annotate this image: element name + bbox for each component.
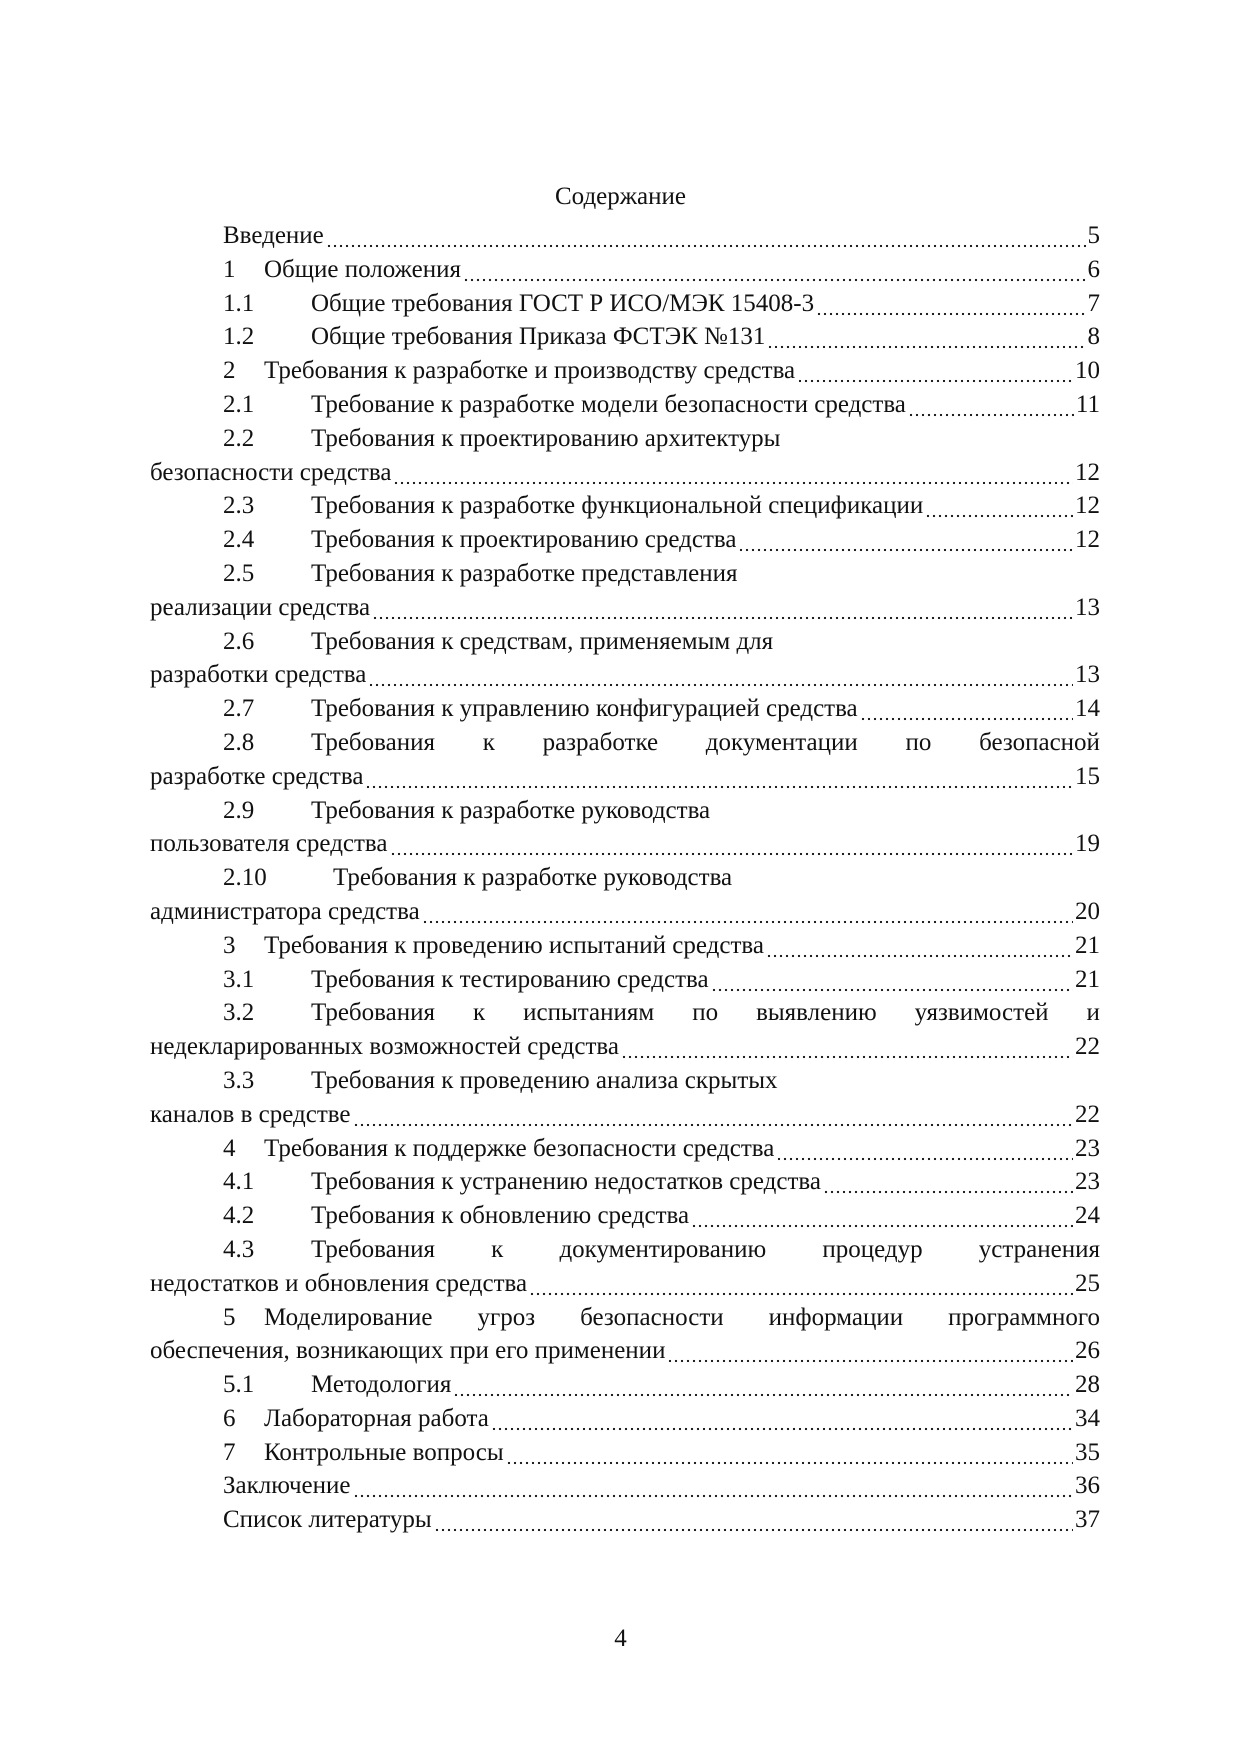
toc-entry-number: 2.10 (223, 864, 267, 892)
toc-entry-page: 26 (1075, 1337, 1100, 1365)
toc-entry-title: Требования к устранению недостатков средства (311, 1168, 821, 1196)
leader-dots (372, 591, 1073, 625)
toc-entry-title-cont: реализации средства (150, 593, 371, 621)
toc-entry-title: Требования к проведению испытаний средства (264, 931, 764, 959)
toc-entry-page: 28 (1075, 1371, 1100, 1399)
toc-entry-title-cont: недостатков и обновления средства (150, 1269, 528, 1297)
leader-dots (491, 1402, 1073, 1436)
toc-entry[interactable] (150, 963, 1100, 997)
toc-entry-title-cont: пользователя средства (150, 830, 388, 858)
toc-entry-page: 5 (1087, 222, 1100, 249)
toc-entry-number: 6 (223, 1404, 236, 1432)
toc-entry-title-cont: безопасности средства (150, 458, 392, 486)
toc-entry-page: 37 (1075, 1506, 1100, 1534)
toc-entry-title: Заключение (223, 1472, 351, 1500)
toc-entry-page: 35 (1075, 1438, 1100, 1466)
toc-entry[interactable] (150, 794, 1100, 828)
toc-entry-number: 2 (223, 357, 236, 385)
toc-entry-number: 2.1 (223, 390, 255, 418)
leader-dots (816, 287, 1085, 321)
toc-entry-title: Общие требования ГОСТ Р ИСО/МЭК 15408-3 (311, 289, 815, 317)
toc-entry-continuation[interactable] (150, 1334, 1100, 1368)
toc-entry[interactable] (150, 422, 1100, 456)
toc-entry[interactable] (150, 861, 1100, 895)
toc-entry-page: 10 (1075, 357, 1100, 385)
toc-entry-continuation[interactable] (150, 1267, 1100, 1301)
toc-entry[interactable] (150, 1132, 1100, 1166)
leader-dots (767, 320, 1085, 354)
leader-dots (365, 760, 1073, 794)
toc-entry[interactable] (150, 489, 1100, 523)
toc-entry-continuation[interactable] (150, 827, 1100, 861)
toc-entry[interactable] (150, 996, 1100, 1030)
leader-dots (434, 1503, 1073, 1537)
leader-dots (393, 456, 1073, 490)
toc-entry-page: 19 (1075, 830, 1100, 858)
leader-dots (667, 1334, 1073, 1368)
toc-entry-page: 12 (1075, 526, 1100, 554)
toc-entry-title: Список литературы (223, 1506, 432, 1534)
leader-dots (738, 523, 1073, 557)
leader-dots (797, 354, 1073, 388)
leader-dots (908, 388, 1074, 422)
toc-entry-title: Требования к средствам, применяемым для (311, 627, 774, 655)
toc-entry-continuation[interactable] (150, 1098, 1100, 1132)
leader-dots (353, 1098, 1073, 1132)
toc-entry-title-cont: каналов в средстве (150, 1100, 351, 1128)
toc-entry[interactable] (150, 354, 1100, 388)
toc-entry-page: 13 (1075, 593, 1100, 621)
toc-entry-title: Требования к управлению конфигурацией средства (311, 695, 858, 723)
leader-dots (621, 1030, 1073, 1064)
toc-entry-title: Общие положения (264, 255, 461, 283)
page-number: 4 (614, 1625, 627, 1652)
leader-dots (453, 1368, 1073, 1402)
toc-entry-title: Методология (311, 1371, 452, 1399)
toc-entry-title-cont: обеспечения, возникающих при его применении (150, 1337, 666, 1365)
toc-entry[interactable] (150, 219, 1100, 253)
toc-entry-number: 3.3 (223, 1066, 255, 1094)
toc-entry-title-cont: администратора средства (150, 897, 420, 925)
leader-dots (766, 929, 1073, 963)
toc-entry-number: 2.8 (223, 728, 255, 756)
toc-entry-page: 21 (1075, 965, 1100, 993)
toc-entry-page: 25 (1075, 1269, 1100, 1297)
toc-entry-title: Контрольные вопросы (264, 1438, 504, 1466)
toc-entry-title: Требования к разработке руководства (333, 864, 733, 892)
leader-dots (390, 827, 1074, 861)
toc-entry[interactable] (150, 320, 1100, 354)
toc-entry-page: 21 (1075, 931, 1100, 959)
leader-dots (506, 1436, 1073, 1470)
toc-entry-title: Требования к проведению анализа скрытых (311, 1066, 778, 1094)
toc-entry-number: 4.1 (223, 1168, 255, 1196)
toc-entry-title: Общие требования Приказа ФСТЭК №131 (311, 323, 766, 351)
toc-entry-number: 3 (223, 931, 236, 959)
toc-entry[interactable] (150, 625, 1100, 659)
toc-entry[interactable] (150, 1436, 1100, 1470)
toc-entry-page: 23 (1075, 1168, 1100, 1196)
toc-entry[interactable] (150, 1199, 1100, 1233)
toc-entry-page: 12 (1075, 458, 1100, 486)
toc-entry-continuation[interactable] (150, 658, 1100, 692)
toc-entry-title: Требования к документированию процедур устранения (311, 1235, 1100, 1263)
toc-heading: Содержание (555, 183, 686, 210)
toc-entry-page: 13 (1075, 661, 1100, 689)
toc-entry-number: 4 (223, 1134, 236, 1162)
toc-entry-number: 1.1 (223, 289, 255, 317)
toc-entry[interactable] (150, 1503, 1100, 1537)
toc-entry-title: Требования к разработке функциональной спецификации (311, 492, 924, 520)
leader-dots (776, 1132, 1073, 1166)
toc-entry-title: Лабораторная работа (264, 1404, 489, 1432)
toc-entry-title-cont: недекларированных возможностей средства (150, 1033, 619, 1061)
toc-entry-page: 22 (1075, 1100, 1100, 1128)
toc-entry-page: 7 (1087, 289, 1100, 317)
toc-entry-number: 4.2 (223, 1202, 255, 1230)
table-of-contents (150, 219, 1100, 1537)
toc-entry-title-cont: разработке средства (150, 762, 364, 790)
toc-entry-title: Требования к обновлению средства (311, 1202, 690, 1230)
toc-entry-page: 15 (1075, 762, 1100, 790)
toc-entry-number: 3.2 (223, 999, 255, 1027)
toc-entry-title-cont: разработки средства (150, 661, 367, 689)
toc-entry-number: 7 (223, 1438, 236, 1466)
toc-entry-title: Требования к проектированию архитектуры (311, 424, 781, 452)
toc-entry[interactable] (150, 388, 1100, 422)
leader-dots (422, 895, 1073, 929)
toc-entry-title: Моделирование угроз безопасности информации программного (264, 1303, 1100, 1331)
toc-entry-page: 8 (1087, 323, 1100, 351)
toc-entry[interactable] (150, 726, 1100, 760)
toc-entry[interactable] (150, 523, 1100, 557)
toc-entry-title: Требования к разработке руководства (311, 796, 711, 824)
toc-entry-title: Требования к разработке и производству средства (264, 357, 796, 385)
toc-entry-number: 5 (223, 1303, 236, 1331)
toc-entry-number: 2.7 (223, 695, 255, 723)
toc-entry-number: 2.3 (223, 492, 255, 520)
toc-entry[interactable] (150, 253, 1100, 287)
toc-entry-number: 1.2 (223, 323, 255, 351)
leader-dots (463, 253, 1086, 287)
toc-entry-page: 34 (1075, 1404, 1100, 1432)
leader-dots (823, 1165, 1073, 1199)
toc-entry[interactable] (150, 692, 1100, 726)
toc-entry-number: 4.3 (223, 1235, 255, 1263)
toc-entry-title: Требования к разработке документации по безопасной (311, 728, 1100, 756)
toc-entry-title: Требования к тестированию средства (311, 965, 709, 993)
toc-entry-page: 36 (1075, 1472, 1100, 1500)
toc-entry-number: 2.2 (223, 424, 255, 452)
toc-entry-page: 12 (1075, 492, 1100, 520)
toc-entry-continuation[interactable] (150, 760, 1100, 794)
toc-entry-title: Требования к испытаниям по выявлению уязвимостей и (311, 999, 1100, 1027)
leader-dots (529, 1267, 1073, 1301)
toc-entry-page: 24 (1075, 1202, 1100, 1230)
toc-entry-title: Требование к разработке модели безопасности средства (311, 390, 906, 418)
toc-entry[interactable] (150, 287, 1100, 321)
toc-entry[interactable] (150, 1233, 1100, 1267)
toc-entry-continuation[interactable] (150, 895, 1100, 929)
toc-entry-number: 2.5 (223, 559, 255, 587)
toc-entry[interactable] (150, 1469, 1100, 1503)
toc-entry-number: 2.6 (223, 627, 255, 655)
leader-dots (925, 489, 1073, 523)
toc-entry[interactable] (150, 557, 1100, 591)
toc-entry-title: Требования к поддержке безопасности средства (264, 1134, 775, 1162)
leader-dots (711, 963, 1073, 997)
toc-entry[interactable] (150, 1064, 1100, 1098)
toc-entry-number: 2.4 (223, 526, 255, 554)
leader-dots (353, 1469, 1074, 1503)
toc-entry-number: 5.1 (223, 1371, 255, 1399)
toc-entry-number: 3.1 (223, 965, 255, 993)
leader-dots (860, 692, 1073, 726)
toc-entry-title: Требования к разработке представления (311, 559, 738, 587)
toc-entry[interactable] (150, 929, 1100, 963)
toc-entry-page: 14 (1075, 695, 1100, 723)
toc-entry-number: 1 (223, 255, 236, 283)
toc-entry-continuation[interactable] (150, 1030, 1100, 1064)
toc-entry-title: Введение (223, 222, 324, 249)
leader-dots (368, 658, 1073, 692)
toc-entry[interactable] (150, 1165, 1100, 1199)
toc-entry-page: 20 (1075, 897, 1100, 925)
toc-entry-number: 2.9 (223, 796, 255, 824)
leader-dots (326, 219, 1086, 253)
toc-entry-title: Требования к проектированию средства (311, 526, 737, 554)
toc-entry-page: 6 (1087, 255, 1100, 283)
toc-entry[interactable] (150, 1301, 1100, 1335)
toc-entry[interactable] (150, 1402, 1100, 1436)
toc-entry-page: 23 (1075, 1134, 1100, 1162)
toc-entry[interactable] (150, 1368, 1100, 1402)
toc-entry-page: 22 (1075, 1033, 1100, 1061)
toc-entry-continuation[interactable] (150, 591, 1100, 625)
toc-entry-page: 11 (1075, 390, 1100, 418)
toc-entry-continuation[interactable] (150, 456, 1100, 490)
leader-dots (691, 1199, 1073, 1233)
